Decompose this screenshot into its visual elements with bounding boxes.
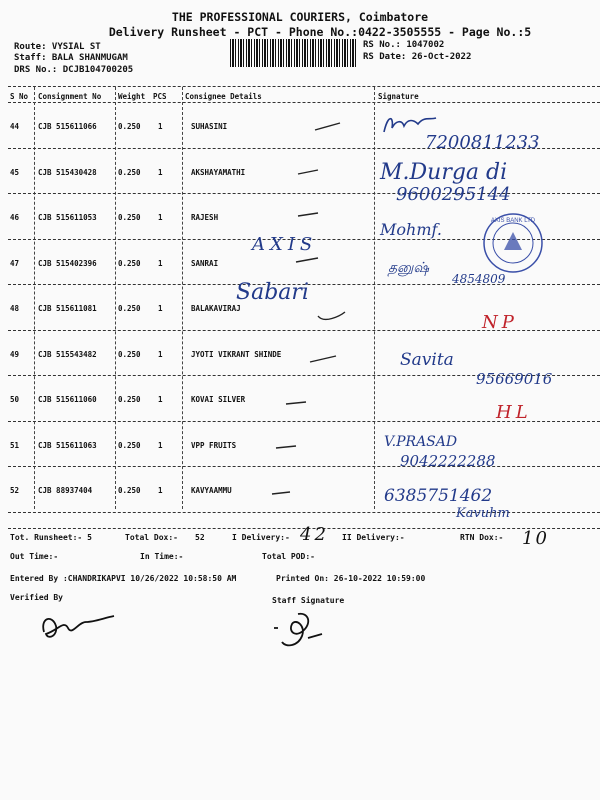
row-weight: 0.250: [118, 395, 141, 404]
total-pod-label: Total POD:-: [262, 552, 315, 561]
verifier-signature: [38, 606, 118, 646]
ii-delivery-label: II Delivery:-: [342, 533, 405, 542]
handwritten-name-51: V.PRASAD: [384, 434, 458, 450]
rs-date: RS Date: 26-Oct-2022: [363, 52, 472, 62]
row-consignee: JYOTI VIKRANT SHINDE: [191, 349, 282, 359]
stamp-text: AXIS BANK LTD: [490, 218, 536, 224]
printed-on: Printed On: 26-10-2022 10:59:00: [276, 574, 426, 583]
i-delivery-label: I Delivery:-: [232, 533, 290, 542]
row-sno: 51: [10, 440, 20, 450]
handwritten-sign-47: தனுஷ்: [388, 260, 430, 276]
row-consignee: KAVYAAMMU: [191, 486, 232, 495]
handwritten-sign-46: Mohmf.: [380, 220, 442, 239]
row-pcs: 1: [158, 440, 163, 450]
row-sno: 48: [10, 304, 20, 313]
row-sno: 47: [10, 258, 20, 268]
row-weight: 0.250: [118, 349, 141, 359]
row-pcs: 1: [158, 122, 163, 131]
row-consignment: CJB 515611060: [38, 395, 97, 404]
handwritten-name-45: M.Durga di: [380, 160, 508, 185]
rtn-dox-label: RTN Dox:-: [460, 533, 504, 542]
handwritten-phone-52: 6385751462: [384, 486, 493, 506]
row-consignment: CJB 515611063: [38, 440, 97, 450]
col-header-sno: S No: [10, 92, 29, 101]
row-consignee: KOVAI SILVER: [191, 395, 246, 404]
handwritten-name-47: Sabari: [236, 280, 309, 305]
row-weight: 0.250: [118, 440, 141, 450]
drs-number: DRS No.: DCJB104700205: [14, 65, 134, 75]
row-pcs: 1: [158, 213, 163, 222]
total-dox-label: Total Dox:-: [125, 533, 178, 542]
row-pcs: 1: [158, 167, 163, 177]
row-consignment: CJB 515611053: [38, 213, 97, 222]
row-weight: 0.250: [118, 213, 141, 222]
row-weight: 0.250: [118, 122, 141, 131]
row-weight: 0.250: [118, 167, 141, 177]
col-header-consignment: Consignment No: [38, 92, 102, 101]
row-consignee: SUHASINI: [191, 122, 228, 131]
row-consignee: VPP FRUITS: [191, 440, 237, 450]
col-header-pcs: PCS: [153, 92, 167, 101]
row-pcs: 1: [158, 349, 163, 359]
total-dox-value: 52: [195, 533, 205, 542]
row-sno: 52: [10, 486, 20, 495]
col-header-signature: Signature: [378, 92, 419, 101]
staff-signature-label: Staff Signature: [272, 596, 345, 605]
handwritten-phone-49: 95669016: [476, 370, 553, 388]
rs-number: RS No.: 1047002: [363, 40, 445, 50]
row-sno: 46: [10, 213, 20, 222]
handwritten-sign-52: Kavuhm: [456, 506, 510, 521]
staff-signature: [268, 608, 328, 652]
handwritten-phone-44: 7200811233: [425, 132, 540, 153]
row-consignment: CJB 515611081: [38, 304, 97, 313]
row-consignee: AKSHAYAMATHI: [191, 167, 246, 177]
out-time-label: Out Time:-: [10, 552, 59, 561]
handwritten-name-49: Savita: [400, 350, 454, 370]
col-header-consignee: Consignee Details: [185, 92, 262, 101]
row-weight: 0.250: [118, 304, 141, 313]
i-delivery-value: 42: [300, 524, 329, 545]
row-consignment: CJB 515543482: [38, 349, 97, 359]
runsheet-subtitle: Delivery Runsheet - PCT - Phone No.:0422-3505555 - Page No.:5: [108, 25, 532, 39]
row-consignee: BALAKAVIRAJ: [191, 304, 241, 313]
row-pcs: 1: [158, 304, 163, 313]
row-consignment: CJB 515402396: [38, 258, 97, 268]
row-pcs: 1: [158, 258, 163, 268]
row-sno: 50: [10, 395, 20, 404]
row-sno: 45: [10, 167, 20, 177]
handwritten-number-47: 4854809: [452, 272, 506, 286]
handwritten-phone-51: 9042222288: [400, 452, 496, 470]
row-weight: 0.250: [118, 486, 141, 495]
row-consignment: CJB 515430428: [38, 167, 97, 177]
row-consignee: RAJESH: [191, 213, 219, 222]
row-consignment: CJB 88937404: [38, 486, 93, 495]
handwritten-hl: HL: [496, 402, 532, 423]
row-sno: 49: [10, 349, 20, 359]
in-time-label: In Time:-: [140, 552, 184, 561]
row-sno: 44: [10, 122, 20, 131]
total-runsheet: Tot. Runsheet:- 5: [10, 533, 92, 542]
row-pcs: 1: [158, 395, 163, 404]
handwritten-np: NP: [482, 312, 518, 333]
company-title: THE PROFESSIONAL COURIERS, Coimbatore: [171, 10, 429, 24]
col-header-weight: Weight: [118, 92, 146, 101]
row-weight: 0.250: [118, 258, 141, 268]
handwritten-axis: AXIS: [252, 234, 318, 255]
route-label: Route: VYSIAL ST: [14, 42, 101, 52]
staff-label: Staff: BALA SHANMUGAM: [14, 53, 128, 63]
entered-by: Entered By :CHANDRIKAPVI 10/26/2022 10:58:50 AM: [10, 574, 237, 583]
row-pcs: 1: [158, 486, 163, 495]
row-consignment: CJB 515611066: [38, 122, 97, 131]
verified-by-label: Verified By: [10, 593, 63, 602]
handwritten-phone-45: 9600295144: [396, 184, 511, 205]
row-consignee: SANRAI: [191, 258, 219, 268]
rtn-dox-value: 10: [522, 528, 549, 549]
